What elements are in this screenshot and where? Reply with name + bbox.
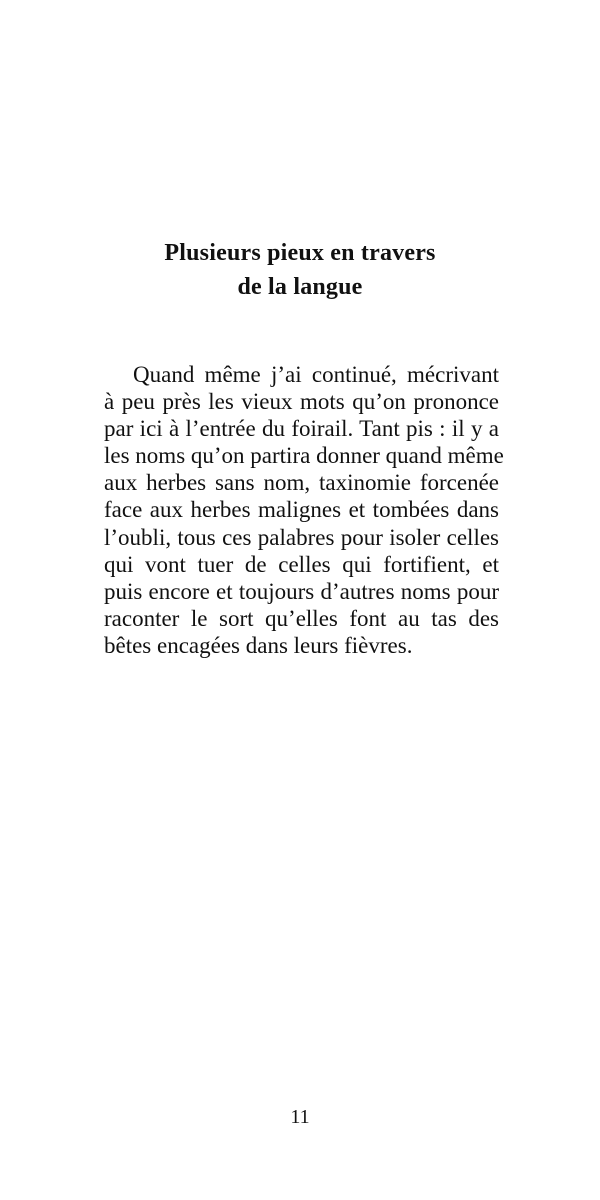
paragraph-line: puis encore et toujours d’autres noms pour: [104, 578, 499, 604]
chapter-title-line-1: Plusieurs pieux en travers: [164, 240, 436, 266]
paragraph-line: qui vont tuer de celles qui fortifient, et: [104, 551, 499, 577]
paragraph-line: bêtes encagées dans leurs fièvres.: [104, 632, 413, 658]
page-number: 11: [290, 1106, 310, 1128]
paragraph-line: par ici à l’entrée du foirail. Tant pis : il y a: [104, 416, 499, 442]
paragraph-line: raconter le sort qu’elles font au tas des: [104, 605, 499, 631]
paragraph-line: Quand même j’ai continué, mécrivant: [133, 362, 499, 387]
chapter-title-line-2: de la langue: [237, 274, 363, 300]
chapter-title: [100, 236, 500, 304]
paragraph-line: l’oubli, tous ces palabres pour isoler celles: [104, 524, 499, 550]
paragraph-line: les noms qu’on partira donner quand même: [104, 443, 504, 469]
paragraph-line: aux herbes sans nom, taxinomie forcenée: [104, 470, 499, 496]
paragraph-line: face aux herbes malignes et tombées dans: [104, 497, 499, 523]
paragraph-line: à peu près les vieux mots qu’on prononce: [104, 389, 499, 415]
body-paragraph: [104, 361, 504, 659]
